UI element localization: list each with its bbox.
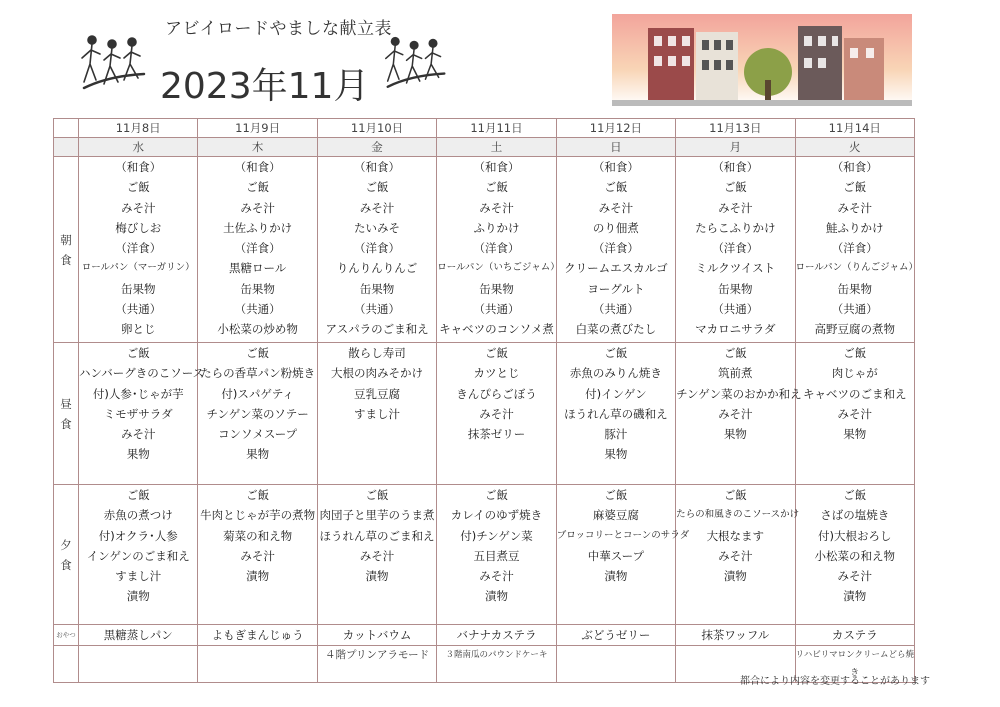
menu-item: 缶果物 bbox=[479, 281, 514, 296]
menu-item: 小松菜の炒め物 bbox=[217, 322, 298, 337]
menu-item: （和食） bbox=[712, 160, 759, 174]
menu-item: 小松菜の和え物 bbox=[814, 548, 896, 563]
weekday-cell: 月 bbox=[676, 138, 795, 157]
date-cell: 11月10日 bbox=[317, 119, 436, 138]
menu-item: ご飯 bbox=[604, 488, 628, 502]
menu-item: ご飯 bbox=[484, 488, 508, 502]
menu-item: 付)オクラ･人参 bbox=[98, 528, 178, 543]
menu-item: チンゲン菜のソテー bbox=[206, 406, 309, 421]
menu-item: みそ汁 bbox=[359, 548, 395, 563]
menu-item: 漬物 bbox=[604, 569, 628, 584]
lunch-cell bbox=[795, 343, 914, 485]
note-cell bbox=[79, 646, 198, 683]
menu-item: のり佃煮 bbox=[592, 220, 639, 235]
menu-item: ご飯 bbox=[246, 488, 270, 502]
lunch-label: 昼 食 bbox=[54, 343, 79, 485]
menu-item: ご飯 bbox=[604, 346, 628, 360]
menu-item: 白菜の煮びたし bbox=[575, 322, 657, 337]
menu-item: 漬物 bbox=[723, 569, 747, 584]
menu-item: 漬物 bbox=[365, 569, 389, 584]
menu-item: ご飯 bbox=[246, 346, 270, 360]
date-cell: 11月8日 bbox=[79, 119, 198, 138]
menu-item: クリームエスカルゴ bbox=[564, 261, 668, 276]
menu-item: 漬物 bbox=[126, 589, 150, 604]
lunch-cell bbox=[317, 343, 436, 485]
note-cell: ４階プリンアラモード bbox=[317, 646, 436, 683]
menu-item: みそ汁 bbox=[240, 548, 275, 563]
menu-item: 麻婆豆腐 bbox=[592, 508, 639, 523]
date-cell: 11月12日 bbox=[556, 119, 675, 138]
menu-item: （和食） bbox=[473, 160, 520, 174]
date-row bbox=[54, 119, 915, 138]
menu-item: ハンバーグきのこソース bbox=[79, 366, 205, 381]
menu-item: 付)インゲン bbox=[585, 386, 647, 401]
snack-cell: 抹茶ワッフル bbox=[676, 625, 795, 646]
dinner-cell bbox=[556, 485, 690, 625]
menu-item: ほうれん草の磯和え bbox=[564, 406, 668, 421]
date-cell: 11月14日 bbox=[795, 119, 914, 138]
menu-item: すまし汁 bbox=[354, 406, 401, 421]
note-cell bbox=[198, 646, 317, 683]
menu-item: （和食） bbox=[234, 160, 281, 174]
dinner-cell bbox=[79, 485, 198, 625]
menu-item: ふりかけ bbox=[473, 220, 520, 235]
weekday-cell: 金 bbox=[317, 138, 436, 157]
note-cell: リハビリマロンクリームどら焼き bbox=[795, 646, 914, 683]
menu-item: 中華スープ bbox=[587, 548, 645, 563]
menu-item: 果物 bbox=[126, 447, 150, 462]
menu-item: 付)チンゲン菜 bbox=[460, 528, 533, 543]
menu-item: ミモザサラダ bbox=[103, 406, 173, 421]
menu-item: ロールパン（りんごジャム） bbox=[795, 262, 918, 274]
dinner-row bbox=[54, 485, 915, 625]
menu-item: （洋食） bbox=[712, 241, 759, 256]
breakfast-cell bbox=[317, 157, 436, 343]
menu-item: 大根なます bbox=[706, 528, 765, 543]
menu-item: 肉団子と里芋のうま煮 bbox=[319, 508, 435, 523]
menu-item: たらの香草パン粉焼き bbox=[200, 366, 316, 381]
menu-item: ご飯 bbox=[126, 488, 150, 502]
weekday-cell: 水 bbox=[79, 138, 198, 157]
menu-item: たらこふりかけ bbox=[695, 220, 776, 235]
dinner-cell bbox=[676, 485, 800, 625]
menu-item: 缶果物 bbox=[837, 281, 873, 296]
menu-item: カレイのゆず焼き bbox=[450, 508, 543, 523]
menu-item: アスパラのごま和え bbox=[325, 322, 429, 337]
menu-item: （共通） bbox=[473, 302, 520, 317]
dinner-label: 夕 食 bbox=[54, 485, 79, 625]
menu-item: ご飯 bbox=[126, 346, 150, 360]
menu-item: （和食） bbox=[115, 160, 162, 174]
snack-row bbox=[54, 625, 915, 646]
breakfast-cell bbox=[198, 157, 317, 343]
menu-item: 卵とじ bbox=[120, 322, 156, 337]
menu-item: みそ汁 bbox=[479, 569, 514, 584]
menu-item: みそ汁 bbox=[240, 200, 275, 215]
menu-item: （洋食） bbox=[354, 241, 401, 256]
date-cell: 11月11日 bbox=[437, 119, 556, 138]
menu-item: ご飯 bbox=[604, 180, 628, 195]
menu-item: 菊菜の和え物 bbox=[223, 528, 293, 543]
menu-item: ロールパン（マーガリン） bbox=[81, 262, 195, 274]
menu-item: みそ汁 bbox=[359, 200, 395, 215]
menu-item: インゲンのごま和え bbox=[86, 548, 190, 563]
menu-item: みそ汁 bbox=[837, 406, 873, 421]
dinner-cell bbox=[317, 485, 436, 625]
menu-item: 大根の肉みそかけ bbox=[331, 366, 424, 381]
menu-item: 漬物 bbox=[484, 589, 508, 604]
menu-item: 漬物 bbox=[246, 569, 270, 584]
menu-item: 果物 bbox=[604, 447, 628, 462]
weekday-cell: 火 bbox=[795, 138, 914, 157]
menu-item: 缶果物 bbox=[359, 281, 395, 296]
menu-item: ご飯 bbox=[843, 488, 867, 502]
snack-cell: カットバウム bbox=[317, 625, 436, 646]
menu-item: （共通） bbox=[234, 302, 281, 317]
menu-item: マカロニサラダ bbox=[695, 322, 776, 337]
weekday-cell: 日 bbox=[556, 138, 675, 157]
snack-label: おやつ bbox=[54, 625, 79, 646]
lunch-cell bbox=[556, 343, 675, 485]
menu-item: ご飯 bbox=[246, 180, 270, 195]
menu-item: 肉じゃが bbox=[831, 366, 878, 381]
menu-item: 五目煮豆 bbox=[473, 548, 520, 563]
menu-title: 2023年11月 bbox=[160, 66, 370, 107]
townhouse-illustration bbox=[612, 14, 912, 106]
lunch-cell bbox=[676, 343, 802, 485]
breakfast-cell bbox=[437, 157, 560, 343]
menu-item: すまし汁 bbox=[115, 569, 162, 584]
menu-item: （洋食） bbox=[473, 241, 520, 256]
menu-item: （和食） bbox=[831, 160, 878, 174]
dinner-cell bbox=[437, 485, 556, 625]
date-cell: 11月13日 bbox=[676, 119, 795, 138]
menu-item: 赤魚の煮つけ bbox=[103, 508, 173, 523]
breakfast-cell bbox=[79, 157, 198, 343]
menu-item: ご飯 bbox=[365, 180, 389, 195]
breakfast-cell bbox=[795, 157, 918, 343]
menu-item: ご飯 bbox=[843, 346, 867, 360]
note-cell bbox=[556, 646, 675, 683]
menu-item: （共通） bbox=[592, 302, 639, 317]
menu-item: 付)人参･じゃが芋 bbox=[92, 386, 184, 401]
menu-item: りんりんりんご bbox=[336, 261, 418, 276]
menu-item: ご飯 bbox=[484, 346, 508, 360]
menu-item: 抹茶ゼリー bbox=[467, 427, 526, 442]
menu-item: 缶果物 bbox=[120, 281, 156, 296]
menu-item: （共通） bbox=[712, 302, 759, 317]
dinner-cell bbox=[198, 485, 317, 625]
note-cell: ３階南瓜のパウンドケーキ bbox=[437, 646, 556, 683]
menu-item: ご飯 bbox=[365, 488, 389, 502]
weekday-cell: 土 bbox=[437, 138, 556, 157]
breakfast-label: 朝 食 bbox=[54, 157, 79, 343]
corner-cell bbox=[54, 646, 79, 683]
snack-cell: カステラ bbox=[795, 625, 914, 646]
menu-item: ヨーグルト bbox=[587, 281, 645, 296]
menu-item: 黒糖ロール bbox=[228, 261, 287, 276]
menu-item: たらの和風きのこソースかけ bbox=[676, 509, 800, 521]
menu-item: ご飯 bbox=[126, 180, 150, 195]
menu-item: （洋食） bbox=[234, 241, 281, 256]
menu-item: 散らし寿司 bbox=[348, 346, 406, 360]
menu-item: 土佐ふりかけ bbox=[223, 220, 293, 235]
breakfast-cell bbox=[676, 157, 795, 343]
corner-cell bbox=[54, 119, 79, 138]
menu-item: ご飯 bbox=[723, 346, 747, 360]
menu-item: （和食） bbox=[354, 160, 401, 174]
menu-item: みそ汁 bbox=[718, 548, 753, 563]
menu-item: コンソメスープ bbox=[218, 427, 298, 442]
menu-item: みそ汁 bbox=[479, 200, 514, 215]
menu-item: みそ汁 bbox=[120, 427, 156, 442]
menu-item: きんぴらごぼう bbox=[456, 386, 537, 401]
menu-item: 鮭ふりかけ bbox=[826, 220, 884, 235]
menu-item: ご飯 bbox=[723, 488, 747, 502]
menu-item: みそ汁 bbox=[837, 200, 873, 215]
menu-item: さばの塩焼き bbox=[820, 508, 890, 523]
menu-item: ご飯 bbox=[723, 180, 747, 195]
menu-item: 高野豆腐の煮物 bbox=[814, 322, 896, 337]
menu-table bbox=[53, 118, 918, 683]
menu-item: キャベツのごま和え bbox=[803, 386, 907, 401]
snack-cell: ぶどうゼリー bbox=[556, 625, 675, 646]
lunch-cell bbox=[437, 343, 556, 485]
menu-item: 豚汁 bbox=[604, 427, 628, 442]
menu-item: たいみそ bbox=[354, 220, 401, 235]
menu-item: 缶果物 bbox=[718, 281, 753, 296]
menu-item: ロールパン（いちごジャム） bbox=[437, 262, 560, 274]
weekday-cell: 木 bbox=[198, 138, 317, 157]
corner-cell bbox=[54, 138, 79, 157]
menu-item: ミルクツイスト bbox=[695, 261, 776, 276]
snack-cell: よもぎまんじゅう bbox=[198, 625, 317, 646]
menu-item: みそ汁 bbox=[120, 200, 156, 215]
menu-item: ご飯 bbox=[484, 180, 508, 195]
menu-item: 果物 bbox=[723, 427, 747, 442]
menu-item: みそ汁 bbox=[718, 200, 753, 215]
weekday-row bbox=[54, 138, 915, 157]
menu-item: （洋食） bbox=[592, 241, 639, 256]
menu-item: 缶果物 bbox=[240, 281, 275, 296]
lunch-row bbox=[54, 343, 915, 485]
menu-item: 漬物 bbox=[843, 589, 867, 604]
menu-item: みそ汁 bbox=[718, 406, 753, 421]
lunch-cell bbox=[79, 343, 205, 485]
menu-item: 付)大根おろし bbox=[818, 528, 892, 543]
dinner-cell bbox=[795, 485, 914, 625]
menu-item: 筑前煮 bbox=[718, 366, 753, 381]
menu-item: （洋食） bbox=[831, 241, 878, 256]
menu-item: （共通） bbox=[831, 302, 878, 317]
snack-cell: 黒糖蒸しパン bbox=[79, 625, 198, 646]
breakfast-row bbox=[54, 157, 915, 343]
menu-item: みそ汁 bbox=[837, 569, 873, 584]
lunch-cell bbox=[198, 343, 317, 485]
abbey-road-logo-left bbox=[78, 30, 150, 102]
menu-item: （共通） bbox=[115, 302, 162, 317]
menu-item: ほうれん草のごま和え bbox=[319, 528, 435, 543]
date-cell: 11月9日 bbox=[198, 119, 317, 138]
menu-item: 赤魚のみりん焼き bbox=[569, 366, 662, 381]
menu-item: 果物 bbox=[843, 427, 867, 442]
menu-item: 豆乳豆腐 bbox=[354, 386, 401, 401]
menu-item: ブロッコリーとコーンのサラダ bbox=[556, 529, 690, 541]
menu-item: ご飯 bbox=[843, 180, 867, 195]
menu-item: カツとじ bbox=[473, 366, 520, 381]
snack-cell: バナナカステラ bbox=[437, 625, 556, 646]
menu-item: 牛肉とじゃが芋の煮物 bbox=[200, 508, 316, 523]
change-notice: 都合により内容を変更することがあります bbox=[740, 676, 930, 687]
menu-item: チンゲン菜のおかか和え bbox=[676, 386, 802, 401]
menu-item: （洋食） bbox=[115, 241, 162, 256]
menu-subtitle: アビイロードやましな献立表 bbox=[165, 19, 392, 39]
abbey-road-logo-right bbox=[382, 32, 450, 100]
menu-item: （共通） bbox=[354, 302, 401, 317]
menu-item: みそ汁 bbox=[479, 406, 514, 421]
menu-item: キャベツのコンソメ煮 bbox=[439, 322, 554, 337]
menu-item: みそ汁 bbox=[598, 200, 634, 215]
breakfast-cell bbox=[556, 157, 675, 343]
menu-item: 付)スパゲティ bbox=[221, 386, 294, 401]
menu-item: （和食） bbox=[592, 160, 639, 174]
menu-item: 梅びしお bbox=[115, 220, 162, 235]
menu-item: 果物 bbox=[246, 447, 270, 462]
